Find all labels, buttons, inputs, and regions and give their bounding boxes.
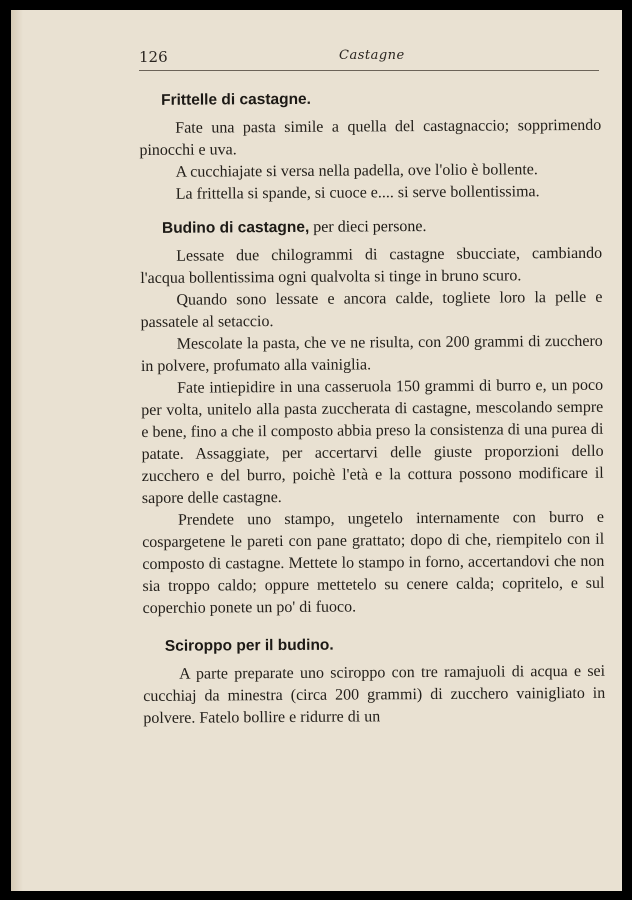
paragraph: Fate intiepidire in una casseruola 150 grammi di burro e, un poco per volta, unitelo alla pasta zuccherata di castagne, mescolando sempre e bene, fino a che il composto abbia preso la consistenza di una purea di patate. Assaggiate, per accertarvi delle giuste proporzioni dello zucchero e del burro, poichè l'età e la cottura possono modificare il sapore delle castagne. (141, 376, 604, 507)
book-page (11, 10, 622, 891)
page-number: 126 (139, 48, 168, 66)
recipe-budino (140, 215, 605, 620)
paragraph: Prendete uno stampo, ungetelo internamente con burro e cospargetene le pareti con pane grattato; dopo di che, riempitelo con il composto di castagne. Mettete lo stampo in forno, accertandovi che non sia troppo caldo; oppure mettetelo su cenere calda; copritelo, e sul coperchio ponete un po' di fuoco. (142, 508, 605, 617)
recipe-title-main: Budino di castagne, (161, 218, 310, 237)
page-header (139, 48, 599, 71)
recipe-title: Sciroppo per il budino. (164, 636, 334, 655)
recipe-sciroppo (143, 633, 606, 730)
recipe-title: Frittelle di castagne. (161, 90, 312, 109)
page-gutter-shadow (11, 10, 23, 891)
recipe-frittelle (139, 87, 602, 206)
paragraph: La frittella si spande, si cuoce e.... si serve bollentissima. (175, 183, 540, 203)
page-body (139, 87, 606, 740)
paragraph: Lessate due chilogrammi di castagne sbucciate, cambiando l'acqua bollentissima ogni qualvolta si tinge in bruno scuro. (140, 244, 603, 287)
paragraph: Quando sono lessate e ancora calde, toglietе loro la pelle e passatele al setaccio. (140, 288, 603, 331)
paragraph: A parte preparate uno sciroppo con tre ramajuoli di acqua e sei cucchiaj da minestra (circa 200 grammi) di zucchero vainigliato in polvere. Fatelo bollire e ridurre di un (143, 662, 606, 727)
paragraph: Fate una pasta simile a quella del castagnaccio; sopprimendo pinocchi e uva. (139, 116, 602, 159)
paragraph: Mescolate la pasta, che ve ne risulta, con 200 grammi di zucchero in polvere, profumato alla vainiglia. (140, 332, 603, 375)
paragraph: A cucchiajate si versa nella padella, ove l'olio è bollente. (175, 161, 538, 181)
running-title: Castagne (339, 48, 405, 63)
recipe-servings: per dieci persone. (309, 217, 427, 236)
recipe-title (162, 215, 602, 240)
